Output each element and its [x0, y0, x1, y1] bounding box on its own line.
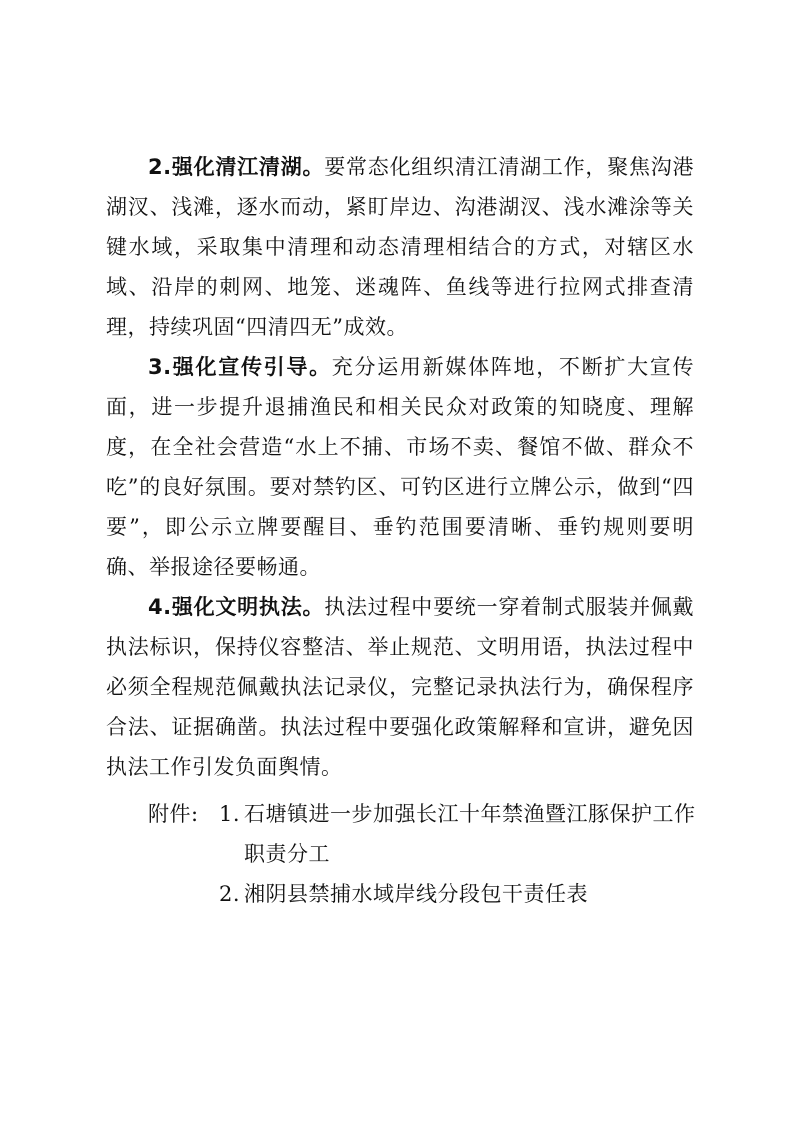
attachment-title-line2: 职责分工 — [244, 842, 330, 866]
paragraph-civil-enforcement — [106, 587, 694, 787]
attachment-title: 石塘镇进一步加强长江十年禁渔暨江豚保护工作 — [244, 802, 696, 826]
paragraph-publicity-guidance — [106, 347, 694, 587]
attachment-number: 2. — [218, 882, 240, 906]
document-body — [106, 147, 694, 787]
paragraph-heading: 4.强化文明执法。 — [148, 595, 325, 619]
paragraph-text: 执法过程中要统一穿着制式服装并佩戴执法标识，保持仪容整洁、举止规范、文明用语，执法过程中必须全程规范佩戴执法记录仪，完整记录执法行为，确保程序合法、证据确凿。执法过程中要强化政策解释和宣讲，避免因执法工作引发负面舆情。 — [106, 595, 695, 779]
attachments-label: 附件: — [148, 802, 199, 826]
paragraph-text: 要常态化组织清江清湖工作，聚焦沟港湖汊、浅滩，逐水而动，紧盯岸边、沟港湖汊、浅水滩涂等关键水域，采取集中清理和动态清理相结合的方式，对辖区水域、沿岸的刺网、地笼、迷魂阵、鱼线等进行拉网式排查清理，持续巩固“四清四无”成效。 — [106, 155, 695, 339]
attachment-item — [148, 874, 708, 914]
attachment-item — [148, 794, 708, 834]
paragraph-heading: 3.强化宣传引导。 — [148, 355, 332, 379]
attachment-number: 1. — [218, 802, 240, 826]
paragraph-clean-rivers-lakes — [106, 147, 694, 347]
attachment-title-continued — [148, 834, 708, 874]
attachment-title: 湘阴县禁捕水域岸线分段包干责任表 — [244, 882, 588, 906]
paragraph-heading: 2.强化清江清湖。 — [148, 155, 325, 179]
paragraph-text: 充分运用新媒体阵地，不断扩大宣传面，进一步提升退捕渔民和相关民众对政策的知晓度、理解度，在全社会营造“水上不捕、市场不卖、餐馆不做、群众不吃”的良好氛围。要对禁钓区、可钓区进行立牌公示，做到“四要”，即公示立牌要醒目、垂钓范围要清晰、垂钓规则要明确、举报途径要畅通。 — [106, 355, 694, 579]
attachments-section — [148, 794, 708, 914]
